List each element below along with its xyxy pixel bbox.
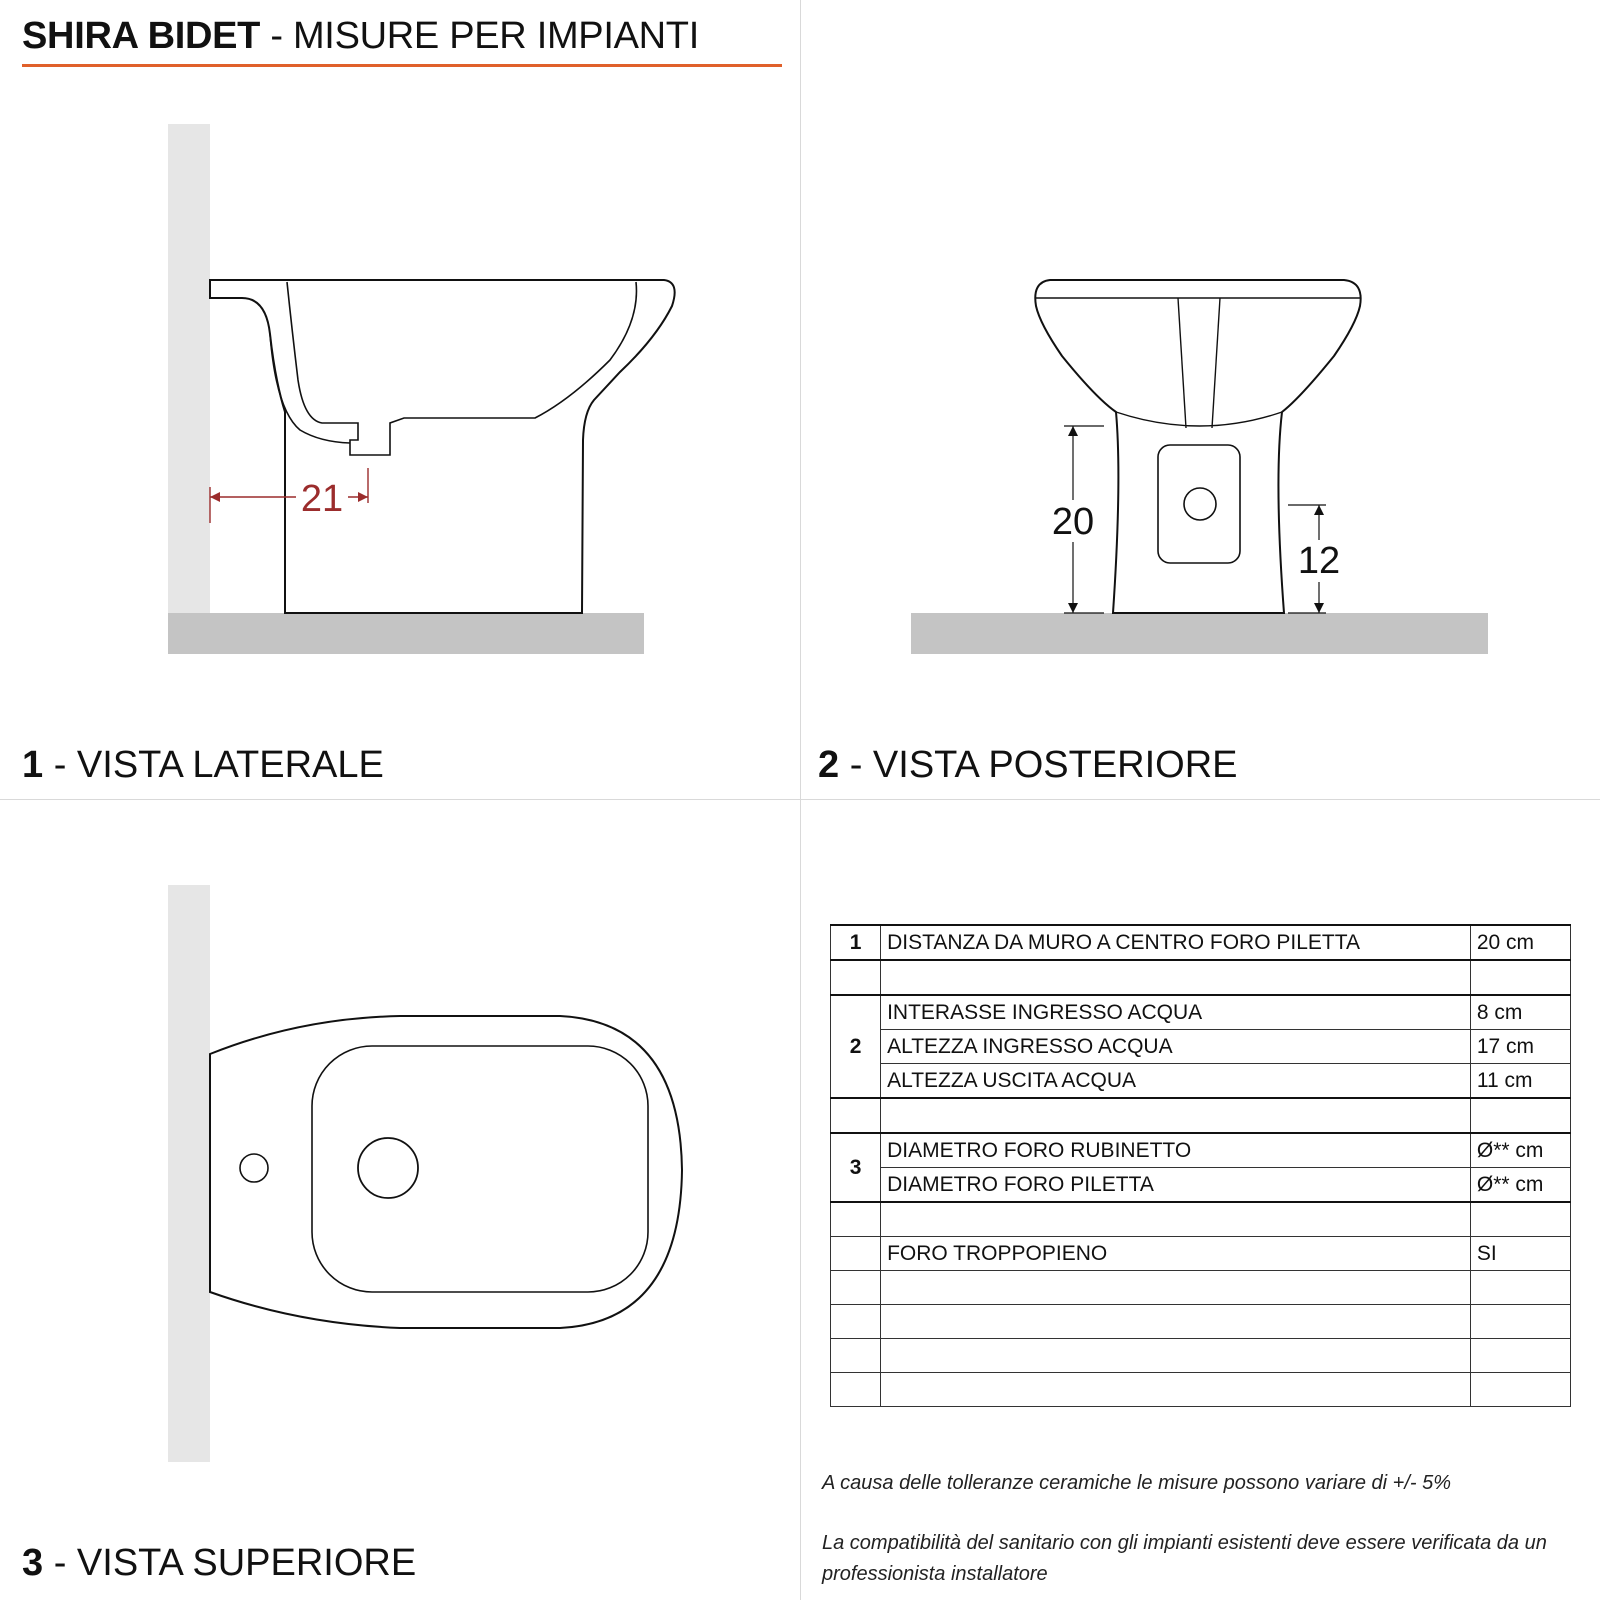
table-cell-label bbox=[881, 1271, 1471, 1305]
table-row bbox=[831, 1305, 1571, 1339]
table-cell-num bbox=[831, 1202, 881, 1237]
table-row bbox=[831, 925, 1571, 960]
top-bowl-outline bbox=[312, 1046, 648, 1292]
table-row bbox=[831, 1271, 1571, 1305]
back-dim-outlet-arrow-top bbox=[1314, 505, 1324, 515]
panel-number-top: 3 bbox=[22, 1542, 44, 1584]
table-cell-value: 11 cm bbox=[1470, 1064, 1570, 1099]
title-product: SHIRA BIDET bbox=[22, 15, 261, 57]
table-row bbox=[831, 1237, 1571, 1271]
table-cell-num bbox=[831, 1339, 881, 1373]
table-row bbox=[831, 1030, 1571, 1064]
side-dimension-label: 21 bbox=[300, 478, 344, 520]
table-row bbox=[831, 1373, 1571, 1407]
side-wall bbox=[168, 124, 210, 614]
table-cell-label bbox=[881, 1373, 1471, 1407]
table-row bbox=[831, 1098, 1571, 1133]
table-cell-num: 2 bbox=[831, 995, 881, 1098]
table-cell-label: ALTEZZA USCITA ACQUA bbox=[881, 1064, 1471, 1099]
side-bidet-outline bbox=[210, 280, 675, 613]
side-dim-arrow-right bbox=[358, 492, 368, 502]
back-center-line-left bbox=[1178, 298, 1186, 428]
back-service-plate bbox=[1158, 445, 1240, 563]
panel-label-back bbox=[818, 743, 1238, 787]
table-cell-value: 17 cm bbox=[1470, 1030, 1570, 1064]
title-separator: - bbox=[260, 15, 293, 57]
table-row bbox=[831, 1133, 1571, 1168]
back-dim-inlet-arrow-top bbox=[1068, 426, 1078, 436]
tolerance-note: A causa delle tolleranze ceramiche le misure possono variare di +/- 5% bbox=[822, 1472, 1452, 1494]
table-cell-value: Ø** cm bbox=[1470, 1168, 1570, 1203]
table-row bbox=[831, 1168, 1571, 1203]
panel-label-side bbox=[22, 743, 384, 787]
table-cell-label bbox=[881, 1339, 1471, 1373]
side-floor bbox=[168, 613, 644, 654]
top-bidet-outline bbox=[210, 1016, 682, 1328]
top-view-drawing bbox=[168, 885, 682, 1462]
table-cell-num bbox=[831, 960, 881, 995]
back-center-line-right bbox=[1212, 298, 1220, 428]
table-cell-label: INTERASSE INGRESSO ACQUA bbox=[881, 995, 1471, 1030]
side-view-drawing bbox=[168, 124, 675, 654]
table-cell-value: SI bbox=[1470, 1237, 1570, 1271]
back-dimension-inlet-label: 20 bbox=[1051, 501, 1095, 543]
table-cell-num bbox=[831, 1098, 881, 1133]
back-floor bbox=[911, 613, 1488, 654]
back-rim-curve bbox=[1116, 412, 1282, 426]
table-cell-num bbox=[831, 1271, 881, 1305]
table-cell-label: DISTANZA DA MURO A CENTRO FORO PILETTA bbox=[881, 925, 1471, 960]
table-cell-num: 3 bbox=[831, 1133, 881, 1202]
back-dimension-outlet-label: 12 bbox=[1297, 540, 1341, 582]
top-drain-hole bbox=[358, 1138, 418, 1198]
top-faucet-hole bbox=[240, 1154, 268, 1182]
back-outlet-hole bbox=[1184, 488, 1216, 520]
table-cell-label bbox=[881, 1098, 1471, 1133]
table-cell-label: DIAMETRO FORO PILETTA bbox=[881, 1168, 1471, 1203]
table-cell-num: 1 bbox=[831, 925, 881, 960]
table-cell-num bbox=[831, 1373, 881, 1407]
panel-number-side: 1 bbox=[22, 744, 44, 786]
panel-title-top: - VISTA SUPERIORE bbox=[43, 1542, 417, 1584]
table-cell-value bbox=[1470, 1271, 1570, 1305]
table-row bbox=[831, 960, 1571, 995]
title-subtitle: MISURE PER IMPIANTI bbox=[292, 15, 699, 57]
table-cell-value: 20 cm bbox=[1470, 925, 1570, 960]
side-dim-arrow-left bbox=[210, 492, 220, 502]
back-dim-outlet-arrow-bottom bbox=[1314, 603, 1324, 613]
table-cell-num bbox=[831, 1237, 881, 1271]
compatibility-note: La compatibilità del sanitario con gli impianti esistenti deve essere verificata da un professionista installatore bbox=[822, 1532, 1547, 1585]
panel-label-top bbox=[22, 1541, 416, 1585]
back-dim-inlet-arrow-bottom bbox=[1068, 603, 1078, 613]
table-cell-value bbox=[1470, 1098, 1570, 1133]
table-row bbox=[831, 1202, 1571, 1237]
table-cell-label bbox=[881, 1202, 1471, 1237]
table-cell-label bbox=[881, 960, 1471, 995]
back-view-drawing bbox=[911, 280, 1488, 654]
panel-title-side: - VISTA LATERALE bbox=[43, 744, 384, 786]
table-cell-label bbox=[881, 1305, 1471, 1339]
table-row bbox=[831, 995, 1571, 1030]
table-cell-value bbox=[1470, 960, 1570, 995]
panel-number-back: 2 bbox=[818, 744, 840, 786]
table-row bbox=[831, 1064, 1571, 1099]
table-cell-value: Ø** cm bbox=[1470, 1133, 1570, 1168]
panel-title-back: - VISTA POSTERIORE bbox=[839, 744, 1238, 786]
table-cell-label: FORO TROPPOPIENO bbox=[881, 1237, 1471, 1271]
table-cell-value bbox=[1470, 1305, 1570, 1339]
side-drain-curve bbox=[270, 334, 350, 443]
table-cell-label: ALTEZZA INGRESSO ACQUA bbox=[881, 1030, 1471, 1064]
table-cell-label: DIAMETRO FORO RUBINETTO bbox=[881, 1133, 1471, 1168]
table-cell-value: 8 cm bbox=[1470, 995, 1570, 1030]
table-cell-value bbox=[1470, 1339, 1570, 1373]
spec-table bbox=[830, 924, 1571, 1407]
top-wall bbox=[168, 885, 210, 1462]
table-cell-num bbox=[831, 1305, 881, 1339]
table-row bbox=[831, 1339, 1571, 1373]
table-cell-value bbox=[1470, 1202, 1570, 1237]
table-cell-value bbox=[1470, 1373, 1570, 1407]
